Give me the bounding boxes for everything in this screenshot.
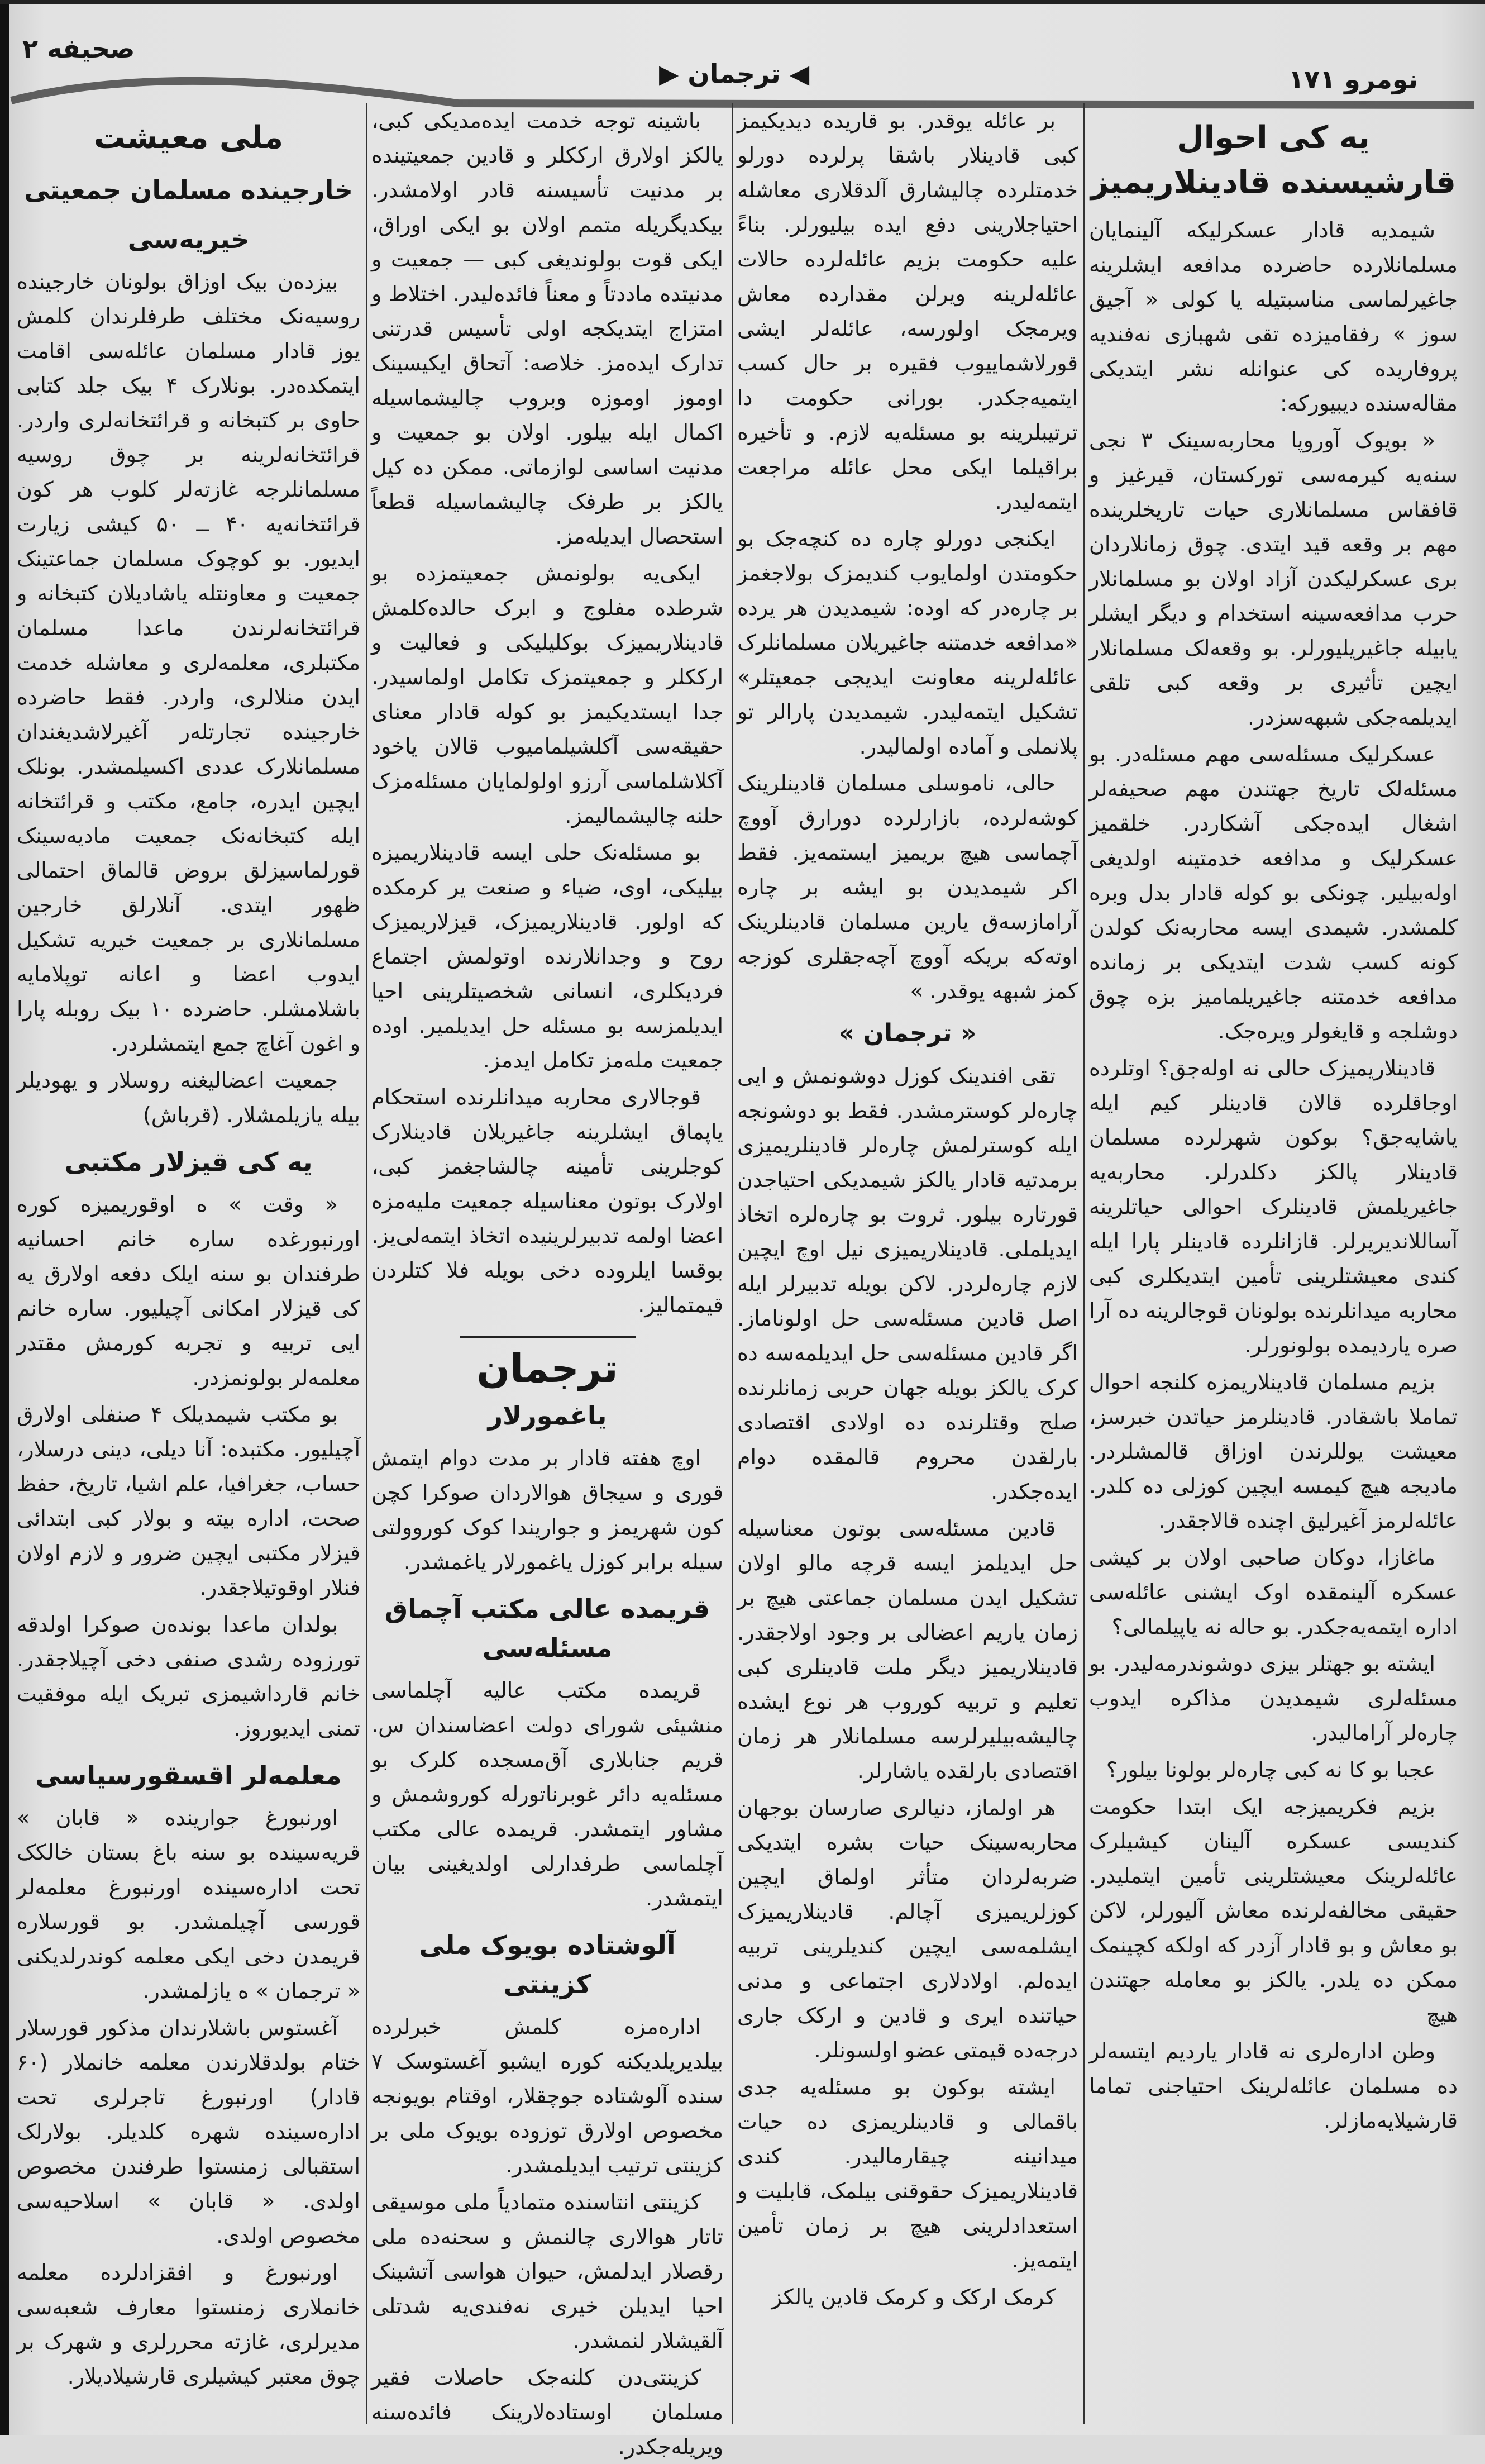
column-divider bbox=[1083, 103, 1085, 2424]
paragraph: تقی افندینک کوزل دوشونمش و ایی چاره‌لر کوسترمشدر. فقط بو دوشونجه ایله کوسترلمش چاره‌لر قادینلریمیزی برمدتیه قادار یالکز شیمدیکی احتیاجدن قورتاره بیلور. ثروت بو چاره‌لره اتخاذ ایدیلملی. قادینلاریمیزی نیل اوچ ایچین لازم چاره‌لردر. لاکن بویله تدبیرلر ایله اصل قادین مسئله‌سی حل اولوناماز. اگر قادین مسئله‌سی حل ایدیلمه‌سه ده کرک یالکز بویله جهان حربی زمانلرنده صلح وقتلرنده ده اولادی اقتصادی بارلقدن محروم قالمقده دوام ایده‌جکدر. bbox=[737, 1064, 1078, 1504]
article-headline: یه کی احوال قارشیسنده قادینلاریمیز bbox=[1091, 120, 1456, 201]
paragraph: بیزده‌ن بیک اوزاق بولونان خارجینده روسیه‌نک مختلف طرفلرندان کلمش یوز قادار مسلمان عائله‌سی اقامت ایتمکده‌در. بونلارک ۴ بیک جلد کتابی حاوی بر کتبخانه و قرائتخانه‌لری واردر. قرائتخانه‌لرینه بر چوق روسیه مسلمانلرجه غازته‌لر کلوب هر کون قرائتخانه‌یه ۴۰ ــ ۵۰ کیشی زیارت ایدیور. بو کوچوک مسلمان جماعتینک جمعیت و معاونتله یاشادیلان کتبخانه و قرائتخانه‌لرندن ماعدا مسلمان مکتبلری، معلمه‌لری و معاشله خدمت ایدن منلالری، واردر. فقط حاضرده خارجینده تجارتله‌ر آغیرلاشدیغندان مسلمانلارک عددی اکسیلمشدر. بونلک ایچین ایدره، جامع، مکتب و قرائتخانه ایله کتبخانه‌نک جمعیت مادیه‌سینک قورلماسیزلق بروض قالماق احتمالی ظهور ایتدی. آنلارلق خارجین مسلمانلاری بر جمعیت خیریه تشکیل ایدوب اعضا و اعانه توپلامایه باشلامشلر. حاضرده ۱۰ بیک روبله پارا و اغون آغاچ جمع ایتمشلردر. bbox=[17, 269, 360, 1056]
news-column bbox=[371, 103, 723, 2459]
paragraph: حالی، ناموسلی مسلمان قادینلرینک کوشه‌لرده، بازارلرده دورارق آووچ آچماسی هیچ بریمیز ایستمه‌یز. فقط اکر شیمدیدن بو ایشه بر چاره آرامازسه‌ق یارین مسلمان قادینلرینک اوته‌که بریکه آووچ آچه‌جقلری کوزجه کمز شبهه یوقدر. » bbox=[737, 771, 1078, 1003]
masthead-title: ◀ ترجمان ▶ bbox=[659, 59, 810, 89]
paragraph: ایکی‌یه بولونمش جمعیتمزده بو شرطده مفلوج و ابرک حالده‌کلمش قادینلاریمیزک بوکلیلیکی و فعالیت و ارککلر و جمعیتمزک تکامل اولماسیدر. جدا ایستدیکیمز بو کوله قادار معنای حقیقه‌سی آکلشیلمامیوب قالان یاخود آکلاشلماسی آرزو اولولمایان مسئله‌مزک حلنه چالیشمالیمز. bbox=[371, 561, 723, 828]
page-edge-shadow bbox=[0, 0, 9, 2435]
page-number: صحیفه ۲ bbox=[22, 34, 135, 64]
paragraph: آغستوس باشلارندان مذکور قورسلار ختام بولدقلارندن معلمه خانملار (۶۰ قادار) اورنبورغ تاجرلری تحت اداره‌سینده شهره کلدیلر. بولارلک استقبالی زمنستوا طرفندن مخصوص اولدی. « قابان » اسلاحیه‌سی مخصوص اولدی. bbox=[17, 2015, 360, 2248]
masthead-title-text: ترجمان bbox=[687, 59, 781, 89]
article-women-column bbox=[1089, 103, 1458, 2424]
national-life-column bbox=[17, 103, 360, 2424]
paragraph: کزینتی انتاسنده متمادیاً ملی موسیقی تاتار هوالاری چالنمش و سحنه‌ده ملی رقصلار ایدلمش، حیوان هواسی آتشینک احیا ایدیلن خیری نه‌فندی‌یه شدتلی آلقیشلار لنمشدر. bbox=[371, 2190, 723, 2353]
paragraph: بو مکتب شیمدیلک ۴ صنفلی اولارق آچیلیور. مکتبده: آنا دیلی، دینی درسلار، حساب، جغرافیا، علم اشیا، تاریخ، حفظ صحت، اداره بیته و بولار کبی ابتدائی قیزلار مکتبی ایچین ضرور و لازم اولان فنلار اوقوتیلاجقدر. bbox=[17, 1402, 360, 1600]
news-headline-school: قریمده عالی مکتب آچماق مسئله‌سی bbox=[385, 1594, 710, 1663]
paragraph: اورنبورغ و افقزادلرده معلمه خانملاری زمنستوا معارف شعبه‌سی مدیرلری، غازته محررلری و شهرک بر چوق معتبر کیشیلری قارشیلادیلار. bbox=[17, 2260, 360, 2389]
paragraph: بر عائله یوقدر. بو قاریده دیدیکیمز کبی قادینلار باشقا پرلرده دورلو خدمتلرده چالیشارق آلدقلاری معاشله احتیاجلارینی دفع ایده بیلیورلر. بناءً علیه حکومت بزیم عائله‌لرده حالات عائله‌لرینه ویرلن مقدارده معاش ویرمجک اولورسه، عائله‌لر ایشی قورلاشماییوب فقیره بر حال کسب ایتمیه‌جکدر. بورانی حکومت دا ترتیبلرینه بو مسئله‌یه لازم. و تأخیره براقیلما ایکی محل عائله مراجعت ایتمه‌لیدر. bbox=[737, 108, 1078, 514]
paragraph: « بویوک آوروپا محاربه‌سینک ۳ نجی سنه‌یه کیرمه‌سی توركستان، قیرغیز و قافقاس مسلمانلاری حیات تاریخلرینده مهم بر وقعه قید ایتدی. چوق زمانلاردان بری عسکرلیکدن آزاد اولان بو مسلمانلار حرب مدافعه‌سینه استخدام و دیگر ایشلر یابیله جاغیریلیورلر. بو وقعه‌لک مسلمانلار ایچین تأثیری بر وقعه کبی تلقی ایدیلمه‌جکی شبهه‌سزدر. bbox=[1089, 428, 1458, 730]
paragraph: « وقت » ه اوقوریمیزه کوره اورنبورغده ساره خانم احسانیه طرفندان بو سنه ایلک دفعه اولارق یه کی قیزلار امکانی آچیلیور. ساره خانم ایی تربیه و تجربه کورمش مقتدر معلمه‌لر بولونمزدر. bbox=[17, 1192, 360, 1390]
section-heading-ornament: ترجمان bbox=[476, 1346, 618, 1391]
paragraph: ایشته بوکون بو مسئله‌یه جدی باقمالی و قادینلریمزی ده حیات میدانینه چیقارمالیدر. کندی قادینلاریمیزک حقوقنی بیلمک، قابلیت و استعدادلرینی هیچ بر زمان تأمین ایتمه‌یز. bbox=[737, 2075, 1078, 2272]
page-top-edge bbox=[0, 0, 1485, 4]
paragraph: ماغازا، دوکان صاحبی اولان بر کیشی عسکره آلینمقده اوک ایشنی عائله‌سی اداره ایتمه‌یه‌جکدر. بو حاله نه یاپیلمالی؟ bbox=[1089, 1545, 1458, 1639]
paragraph: کرمک ارکک و کرمک قادین یالکز bbox=[771, 2285, 1056, 2309]
paragraph: کزینتی‌دن کلنه‌جک حاصلات فقیر مسلمان اوستاده‌لارینک فائده‌سنه ویریله‌جکدر. bbox=[371, 2365, 723, 2459]
paragraph: بولدان ماعدا بونده‌ن صوکرا اولدقه تورزوده رشدی صنفی دخی آچیلاجقدر. خانم قارداشیمزی تبریک ایله موفقیت تمنی ایدیوروز. bbox=[17, 1612, 360, 1741]
issue-number: نومرو ۱۷۱ bbox=[1288, 64, 1418, 94]
column-divider bbox=[366, 103, 367, 2424]
signature: « ترجمان » bbox=[838, 1019, 977, 1047]
paragraph: عجبا بو کا نه کبی چاره‌لر بولونا بیلور؟ bbox=[1106, 1757, 1435, 1782]
paragraph: ایکنجی دورلو چاره ده کنچه‌جک بو حکومتدن اولمایوب کندیمزک بولاجغمز بر چاره‌در که اوده: شیمدیدن هر یرده «مدافعه خدمتنه جاغیریلان مسلمانلرک عائله‌لرینه معاونت ایدیجی جمعیتلر» تشکیل ایتمه‌لیدر. شیمدیدن پارالر تو پلانملی و آماده اولمالیدر. bbox=[737, 526, 1078, 759]
section-title: ملی معیشت bbox=[93, 120, 284, 156]
paragraph: بو مسئله‌نک حلی ایسه قادینلاریمیزه بیلیکی، اوی، ضیاء و صنعت یر کرمکده که اولور. قادینلاریمیزک، قیزلاریمیزک روح و وجدانلارنده اوتولمش اجتماع فردیکلری، انسانی شخصیتلرینی احیا ایدیلمزسه بو مسئله حل ایدیلمیر. اوده جمعیت مله‌مز تکامل ایدمز. bbox=[371, 840, 723, 1073]
paragraph: وطن اداره‌لری نه قادار یاردیم ایتسه‌لر ده مسلمان عائله‌لرینک احتیاجنی تماما قارشیلایه‌مازلر. bbox=[1089, 2039, 1458, 2133]
paragraph: قادین مسئله‌سی بوتون معناسیله حل ایدیلمز ایسه قرچه مالو اولان تشکیل ایدن مسلمان جماعتی هیچ بر زمان یاریم اعضالی بر وجود اولاجقدر. قادینلاریمیز دیگر ملت قادینلری کبی تعلیم و تربیه کوروب هر نوع ایشده چالیشه‌بیلیرلرسه مسلمانلار هر زمان اقتصادی بارلقده یاشارلر. bbox=[737, 1516, 1078, 1783]
section-separator bbox=[460, 1336, 636, 1338]
paragraph: بزیم فکریمیزجه ایک ابتدا حکومت کندیسی عسکره آلینان کیشیلرک عائله‌لرینک معیشتلرینی تأمین ایتملیدر. حقیقی مخالفه‌لرنده معاش آلیورلر، لاکن بو معاش و بو قادار آزدر که اولکه کچینمک ممکن ده یلدر. یالکز بو معامله جهتندن هیچ bbox=[1089, 1794, 1458, 2027]
news-headline-teachers-course: معلمه‌لر اقسقورسیاسی bbox=[35, 1760, 342, 1790]
paragraph: بزیم مسلمان قادینلاریمزه کلنجه احوال تماملا باشقادر. قادینلرمز حیاتدن خبرسز، معیشت یوللرندن اوزاق قالمشلردر. مادیجه هیچ کیمسه ایچین کوزلی ده کلدر. عائله‌لرمز آغیرلیق اچنده قالاجقدر. bbox=[1089, 1370, 1458, 1533]
news-headline-walk: آلوشتاده بویوک ملی کزینتی bbox=[419, 1930, 676, 1999]
paragraph: اوچ هفته قادار بر مدت دوام ایتمش قوری و سیجاق هوالاردان صوکرا کچن کون شهریمز و جواریندا کوک کوروولتی سیله برابر کوزل یاغمورلار یاغمشدر. bbox=[371, 1446, 723, 1574]
paragraph: قادینلاریمیزک حالی نه اوله‌جق؟ اوتلرده اوجاقلرده قالان قادینلر کیم ایله یاشایه‌جق؟ بوکون شهرلرده مسلمان قادینلار پالکز دکلدرلر. محاربه‌یه جاغیریلمش قادینلرک احوالی حیاتلرینه آساللاندیریرلر. قازانلرده قادینلر پارا ایله کندی معیشتلرینی تأمین ایتدیکلری کبی محاربه میدانلرنده بولونان قوجالرینه ده آرا صره یاردیمده بولونورلر. bbox=[1089, 1056, 1458, 1357]
news-headline-charity: خارجینده مسلمان جمعیتی bbox=[24, 175, 353, 205]
news-headline-rain: یاغمورلار bbox=[488, 1400, 607, 1431]
column-divider bbox=[732, 103, 733, 2424]
paragraph: جمعیت اعضالیغنه روسلار و یهودیلر بیله یازیلمشلار. (قرباش) bbox=[17, 1068, 360, 1127]
article-continuation-column bbox=[737, 103, 1078, 2424]
news-subheadline-charity: خیریه‌سی bbox=[127, 224, 250, 254]
paragraph: عسکرلیک مسئله‌سی مهم مسئله‌در. بو مسئله‌لک تاریخ جهتندن مهم صحیفه‌لر اشغال ایده‌جکی آشکاردر. خلقمیز عسکرلیک و مدافعه خدمتینه اولدیغی اوله‌بیلیر. چونکی بو کوله قادار بدل وبره کلمشدر. شیمدی ایسه محاربه‌نک کولدن کونه کسب شدت ایتدیکی بر زمانده مدافعه خدمتنه جاغیریلمامیز بزه چوق دوشلجه و قایغولر ویره‌جک. bbox=[1089, 742, 1458, 1043]
paragraph: قوجالاری محاربه میدانلرنده استحکام یاپماق ایشلرینه جاغیریلان قادینلارک کوجلرینی تأمینه چالشاجغمز کبی، اولارک بوتون معناسیله جمعیت ملیه‌مزه اعضا اولمه تدبیرلرینیده اتخاذ ایتمه‌لی‌یز. بوقسا ایلروده دخی بویله فلا کتلردن قیمتمالیز. bbox=[371, 1085, 723, 1317]
paragraph: شیمدیه قادار عسکرلیکه آلینمایان مسلمانلارده حاضرده مدافعه ایشلرینه جاغیرلماسی مناسبتیله یا کولی « آجیق سوز » رفقامیزده تقی شهبازی نه‌فندیه پروفاریده کی عنوانله نشر ایتدیکی مقاله‌سنده دیبیورکه: bbox=[1089, 218, 1458, 416]
paragraph: قریمده مکتب عالیه آچلماسی منشیئی شورای دولت اعضاسندان س. قریم جنابلاری آق‌مسجده کلرک بو مسئله‌یه دائر غوبرناتورله کوروشمش و مشاور ایتمشدر. قریمده عالی مکتب آچلماسی طرفدارلی اولدیغینی بیان ایتمشدر. bbox=[371, 1678, 723, 1910]
paragraph: هر اولماز، دنیالری صارسان بوجهان محاربه‌سینک حیات بشره ایتدیکی ضربه‌لردان متأثر اولماق ایچین کوزلریمیزی آچالم. قادینلاریمیزک ایشلمه‌سی ایچین کندیلرینی تربیه ایده‌لم. اولادلاری اجتماعی و مدنی حیاتنده ایری و قادین و ارکک جاری درجه‌ده قیمتی عضو اولسونلر. bbox=[737, 1795, 1078, 2062]
paragraph: اداره‌مزه کلمش خبرلرده بیلدیریلدیکنه کوره ایشبو آغستوسک ۷ سنده آلوشتاده جوچقلار، اوقتام بویونجه مخصوص اولارق توزوده بویوک ملی بر کزینتی ترتیب ایدیلمشدر. bbox=[371, 2014, 723, 2177]
paragraph: ایشته بو جهتلر بیزی دوشوندرمه‌لیدر. بو مسئله‌لری شیمدیدن مذاکره ایدوب چاره‌لر آرامالیدر. bbox=[1089, 1651, 1458, 1745]
paragraph: اورنبورغ جوارینده « قابان » قریه‌سینده بو سنه باغ بستان خالکک تحت اداره‌سینده اورنبورغ معلمه‌لر قورسی آچیلمشدر. بو قورسلاره قریمدن دخی ایکی معلمه کوندرلدیکنی « ترجمان » ه یازلمشدر. bbox=[17, 1805, 360, 2003]
paragraph: باشینه توجه خدمت ایده‌مدیکی کبی، یالکز اولارق ارککلر و قادین جمعیتینده بر مدنیت تأسیسنه قادر اولامشدر. بیکدیگریله متمم اولان بو ایکی اوراق، ایکی قوت بولوندیغی کبی — جمعیت و مدنیتده ماددتاً و معناً فائده‌لیدر. اختلاط و امتزاج ایتدیکجه اولی تأسیس قدرتنی تدارک ایده‌مز. خلاصه: آتحاق ایکیسینک اوموز اوموزه وبروب چالیشماسیله اکمال ایله بیلور. اولان بو جمعیت و مدنیت اساسی لوازماتی. ممکن ده کیل یالکز بر طرفک چالیشماسیله قطعاً استحصال ایدیله‌مز. bbox=[371, 108, 723, 549]
news-headline-girls-school: یه کی قیزلار مکتبی bbox=[64, 1147, 313, 1177]
